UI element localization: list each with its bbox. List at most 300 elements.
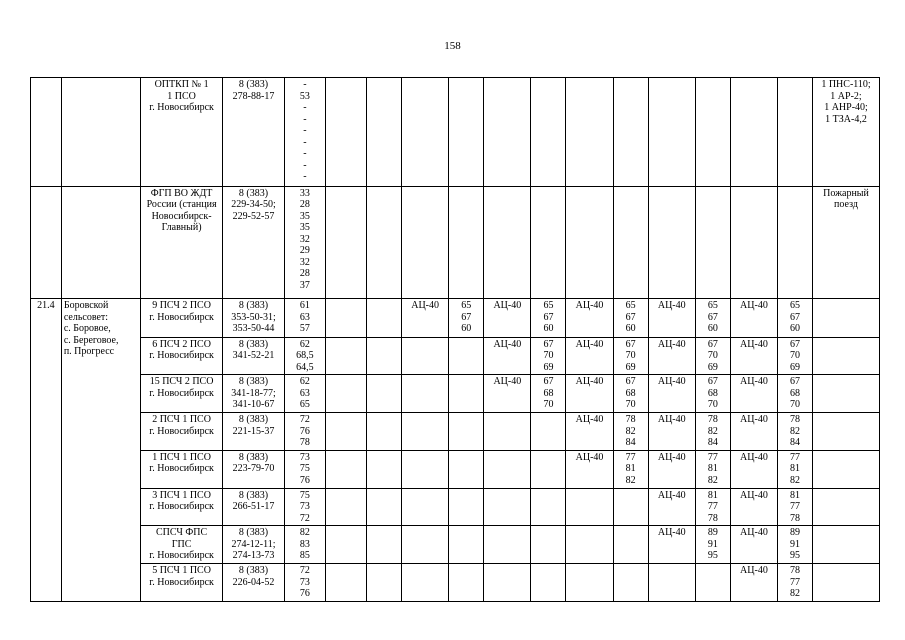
rank-cell [449, 186, 484, 299]
unit-cell-line: ФГП ВО ЖДТ [150, 187, 213, 199]
rank-cell [449, 564, 484, 602]
rank-cell-line: АЦ-40 [740, 300, 768, 312]
rank-cell-line: 70 [625, 350, 636, 362]
rank-cell-line: АЦ-40 [575, 338, 604, 350]
phone-cell [223, 450, 285, 488]
unit-cell-line: ГПС [171, 538, 192, 550]
rank-cell-line: 65 [543, 300, 554, 312]
rank-cell-line: 65 [625, 300, 636, 312]
rank-cell-line: 84 [707, 437, 718, 449]
rank-cell [566, 186, 613, 299]
rank-cell [402, 78, 449, 187]
rank-cell-line: 77 [790, 451, 801, 463]
rank-cell-line: 68 [625, 387, 636, 399]
rank-cell-line: АЦ-40 [493, 300, 522, 312]
rank-cell [695, 78, 730, 187]
phone-cell-line: 353-50-31; [231, 311, 276, 323]
table-row [31, 299, 880, 337]
rank-cell [325, 186, 366, 299]
rank-cell [484, 299, 531, 337]
unit-cell [140, 375, 222, 413]
rank-cell [484, 413, 531, 451]
phone-cell-line: 8 (383) [238, 565, 269, 577]
rank-cell [778, 375, 813, 413]
rank-cell-line: 70 [707, 399, 718, 411]
rank-cell-line: 81 [790, 463, 801, 475]
table-row [31, 564, 880, 602]
arrival-time-cell [284, 78, 325, 187]
rank-cell [367, 413, 402, 451]
rank-cell [531, 526, 566, 564]
rank-cell-line: АЦ-40 [657, 376, 686, 388]
rank-cell [566, 375, 613, 413]
rank-cell [778, 413, 813, 451]
rank-cell [778, 450, 813, 488]
arrival-time-cell [284, 186, 325, 299]
unit-cell-line: 1 ПСЧ 1 ПСО [152, 451, 211, 463]
unit-cell [140, 299, 222, 337]
unit-cell-line: 5 ПСЧ 1 ПСО [152, 565, 211, 577]
rank-cell [730, 450, 777, 488]
rank-cell [566, 413, 613, 451]
arrival-time-cell-line: - [303, 136, 307, 148]
unit-cell-line: г. Новосибирск [149, 576, 214, 588]
row-number-cell-line: 21.4 [37, 300, 55, 312]
rank-cell [648, 488, 695, 526]
unit-cell-line: 2 ПСЧ 1 ПСО [152, 414, 211, 426]
rank-cell [402, 526, 449, 564]
rank-cell [695, 413, 730, 451]
rank-cell [402, 450, 449, 488]
arrival-time-cell-line: 35 [299, 222, 310, 234]
phone-cell-line: 8 (383) [238, 489, 269, 501]
rank-cell [402, 413, 449, 451]
rank-cell [695, 450, 730, 488]
arrival-time-cell [284, 299, 325, 337]
rank-cell-line: 77 [707, 501, 718, 513]
rank-cell [367, 337, 402, 375]
phone-cell-line: 274-12-11; [231, 538, 276, 550]
rank-cell-line: АЦ-40 [740, 527, 768, 539]
rank-cell-line: 82 [790, 425, 801, 437]
rank-cell-line: 60 [461, 323, 472, 335]
rank-cell [648, 299, 695, 337]
rank-cell-line: 67 [625, 338, 636, 350]
row-number-cell [31, 299, 62, 602]
rank-cell-line: АЦ-40 [575, 451, 604, 463]
rank-cell-line: 67 [707, 376, 718, 388]
note-cell-line: 1 АР-2; [830, 90, 862, 102]
rank-cell [730, 186, 777, 299]
rank-cell-line: АЦ-40 [575, 376, 604, 388]
phone-cell-line: 226-04-52 [232, 576, 275, 588]
rank-cell [484, 186, 531, 299]
rank-cell-line: АЦ-40 [740, 489, 768, 501]
table-row [31, 78, 880, 187]
phone-cell [223, 375, 285, 413]
rank-cell-line: 67 [790, 311, 801, 323]
rank-cell-line: 67 [790, 338, 801, 350]
rank-cell-line: АЦ-40 [657, 414, 686, 426]
rank-cell [531, 488, 566, 526]
arrival-time-cell-line: - [303, 159, 307, 171]
phone-cell [223, 488, 285, 526]
rank-cell-line: 69 [707, 361, 718, 373]
rank-cell [613, 564, 648, 602]
rank-cell [325, 488, 366, 526]
arrival-time-cell-line: 73 [299, 576, 310, 588]
territory-cell-line: п. Прогресс [63, 346, 115, 358]
rank-cell [566, 450, 613, 488]
phone-cell-line: 229-34-50; [231, 199, 276, 211]
rank-cell [325, 526, 366, 564]
unit-cell-line: г. Новосибирск [149, 350, 214, 362]
arrival-time-cell-line: 82 [299, 527, 310, 539]
rank-cell-line: 78 [790, 512, 801, 524]
rank-cell [325, 413, 366, 451]
arrival-time-cell-line: 65 [299, 399, 310, 411]
arrival-time-cell-line: 37 [299, 279, 310, 291]
rank-cell [402, 337, 449, 375]
rank-cell [531, 564, 566, 602]
rank-cell-line: 78 [625, 414, 636, 426]
rank-cell [695, 186, 730, 299]
rank-cell-line: 95 [790, 550, 801, 562]
note-cell [813, 450, 880, 488]
rank-cell-line: 70 [790, 350, 801, 362]
arrival-time-cell-line: 64,5 [296, 361, 314, 373]
phone-cell [223, 299, 285, 337]
rank-cell [402, 186, 449, 299]
arrival-time-cell-line: 62 [299, 376, 310, 388]
territory-cell-line: с. Береговое, [63, 334, 119, 346]
rank-cell [566, 299, 613, 337]
rank-cell-line: АЦ-40 [657, 451, 686, 463]
rank-cell-line: 67 [625, 376, 636, 388]
table-row [31, 450, 880, 488]
rank-cell-line: 84 [625, 437, 636, 449]
rank-cell-line: 78 [707, 414, 718, 426]
rank-cell [484, 450, 531, 488]
rank-cell-line: 67 [625, 311, 636, 323]
rank-cell-line: 69 [543, 361, 554, 373]
rank-cell-line: 67 [543, 311, 554, 323]
phone-cell-line: 341-10-67 [232, 399, 275, 411]
rank-cell [449, 413, 484, 451]
rank-cell-line: 67 [707, 311, 718, 323]
arrival-time-cell [284, 488, 325, 526]
rank-cell-line: 69 [790, 361, 801, 373]
rank-cell-line: 81 [790, 489, 801, 501]
rank-cell [367, 375, 402, 413]
arrival-time-cell-line: 62 [299, 338, 310, 350]
rank-cell [613, 78, 648, 187]
rank-cell [449, 450, 484, 488]
rank-cell-line: АЦ-40 [575, 300, 604, 312]
arrival-time-cell-line: 28 [299, 268, 310, 280]
rank-cell-line: 82 [707, 474, 718, 486]
rank-cell-line: 70 [790, 399, 801, 411]
unit-cell [140, 78, 222, 187]
rank-cell [648, 375, 695, 413]
rank-cell-line: 67 [543, 338, 554, 350]
note-cell [813, 337, 880, 375]
rank-cell-line: АЦ-40 [493, 338, 522, 350]
rank-cell [648, 78, 695, 187]
rank-cell [730, 488, 777, 526]
arrival-time-cell-line: 72 [299, 512, 310, 524]
arrival-time-cell-line: 63 [299, 387, 310, 399]
unit-cell-line: г. Новосибирск [149, 501, 214, 513]
arrival-time-cell [284, 413, 325, 451]
rank-cell [730, 526, 777, 564]
rank-cell [325, 299, 366, 337]
arrival-time-cell-line: 76 [299, 474, 310, 486]
unit-cell-line: г. Новосибирск [149, 425, 214, 437]
unit-cell-line: 15 ПСЧ 2 ПСО [149, 376, 214, 388]
rank-cell [613, 186, 648, 299]
note-cell [813, 488, 880, 526]
rank-cell-line: 77 [707, 451, 718, 463]
rank-cell [531, 299, 566, 337]
rank-cell [648, 413, 695, 451]
unit-cell-line: г. Новосибирск [149, 550, 214, 562]
arrival-time-cell-line: 68,5 [296, 350, 314, 362]
territory-cell-line: Боровской [63, 300, 109, 312]
rank-cell-line: АЦ-40 [657, 338, 686, 350]
rank-cell [695, 488, 730, 526]
rank-cell [531, 337, 566, 375]
unit-cell [140, 450, 222, 488]
rank-cell [531, 413, 566, 451]
rank-cell-line: 70 [707, 350, 718, 362]
rank-cell [778, 299, 813, 337]
rank-cell-line: АЦ-40 [740, 338, 768, 350]
note-cell [813, 526, 880, 564]
rank-cell [484, 564, 531, 602]
arrival-time-cell-line: 32 [299, 256, 310, 268]
unit-cell-line: 3 ПСЧ 1 ПСО [152, 489, 211, 501]
rank-cell-line: 81 [625, 463, 636, 475]
rank-cell [648, 337, 695, 375]
rank-cell [613, 299, 648, 337]
rank-cell [730, 78, 777, 187]
rank-cell [695, 526, 730, 564]
rank-cell-line: АЦ-40 [411, 300, 440, 312]
phone-cell-line: 229-52-57 [232, 210, 275, 222]
arrival-time-cell-line: 76 [299, 588, 310, 600]
phone-cell-line: 8 (383) [238, 414, 269, 426]
rank-cell-line: 82 [625, 474, 636, 486]
rank-cell-line: 60 [707, 323, 718, 335]
unit-cell-line: г. Новосибирск [149, 102, 214, 113]
unit-cell-line: России (станция [146, 199, 217, 211]
rank-cell-line: 65 [707, 300, 718, 312]
rank-cell-line: 68 [707, 387, 718, 399]
rank-cell [613, 413, 648, 451]
rank-cell-line: 65 [790, 300, 801, 312]
rank-cell [325, 337, 366, 375]
rank-cell-line: 70 [625, 399, 636, 411]
rank-cell [695, 564, 730, 602]
rank-cell-line: АЦ-40 [740, 451, 768, 463]
row-number-cell [31, 186, 62, 299]
territory-cell [61, 186, 140, 299]
territory-cell [61, 78, 140, 187]
rank-cell-line: 68 [543, 387, 554, 399]
rank-cell [484, 526, 531, 564]
arrival-time-cell [284, 375, 325, 413]
arrival-time-cell [284, 526, 325, 564]
rank-cell [730, 413, 777, 451]
rank-cell [484, 488, 531, 526]
phone-cell-line: 223-79-70 [232, 463, 275, 475]
rank-cell-line: АЦ-40 [657, 300, 686, 312]
rank-cell [367, 186, 402, 299]
unit-cell [140, 526, 222, 564]
phone-cell-line: 8 (383) [238, 527, 269, 539]
unit-cell [140, 186, 222, 299]
arrival-time-cell-line: 75 [299, 489, 310, 501]
rank-cell-line: 91 [790, 538, 801, 550]
arrival-time-cell-line: 75 [299, 463, 310, 475]
rank-cell-line: АЦ-40 [575, 414, 604, 426]
arrival-time-cell-line: 53 [299, 90, 310, 102]
rank-cell-line: 81 [707, 463, 718, 475]
rank-cell-line: АЦ-40 [740, 565, 768, 577]
arrival-time-cell-line: - [303, 171, 307, 182]
rank-cell [449, 488, 484, 526]
rank-cell [484, 375, 531, 413]
rank-cell-line: 60 [543, 323, 554, 335]
rank-cell [730, 299, 777, 337]
rank-cell [367, 78, 402, 187]
rank-cell [695, 299, 730, 337]
rank-cell [402, 564, 449, 602]
table-row [31, 488, 880, 526]
rank-cell-line: 67 [790, 376, 801, 388]
note-cell-line: 1 ПНС-110; [821, 79, 871, 90]
rank-cell-line: 60 [790, 323, 801, 335]
rank-cell-line: 82 [707, 425, 718, 437]
rank-cell [566, 337, 613, 375]
arrival-time-cell-line: 32 [299, 233, 310, 245]
rank-cell [531, 375, 566, 413]
rank-cell-line: 78 [707, 512, 718, 524]
rank-cell [449, 78, 484, 187]
phone-cell [223, 78, 285, 187]
rank-cell-line: АЦ-40 [740, 414, 768, 426]
rank-cell-line: 65 [461, 300, 472, 312]
rank-cell [613, 488, 648, 526]
rank-cell-line: 78 [790, 414, 801, 426]
rank-cell [402, 375, 449, 413]
phone-cell-line: 221-15-37 [232, 425, 275, 437]
rank-cell [613, 375, 648, 413]
unit-cell [140, 488, 222, 526]
arrival-time-cell-line: 35 [299, 210, 310, 222]
unit-cell-line: г. Новосибирск [149, 311, 214, 323]
row-number-cell [31, 78, 62, 187]
rank-cell-line: АЦ-40 [493, 376, 522, 388]
territory-cell [61, 299, 140, 602]
rank-cell [648, 450, 695, 488]
phone-cell [223, 413, 285, 451]
table-row [31, 375, 880, 413]
rank-cell-line: АЦ-40 [657, 527, 686, 539]
phone-cell-line: 8 (383) [238, 338, 269, 350]
arrival-time-cell-line: 73 [299, 451, 310, 463]
arrival-time-cell-line: 73 [299, 501, 310, 513]
page-number: 158 [444, 40, 461, 52]
rank-cell [778, 337, 813, 375]
rank-cell-line: 89 [707, 527, 718, 539]
rank-cell-line: 78 [790, 565, 801, 577]
rank-cell-line: 84 [790, 437, 801, 449]
phone-cell-line: 8 (383) [238, 187, 269, 199]
rank-cell-line: 67 [543, 376, 554, 388]
rank-cell-line: 82 [625, 425, 636, 437]
rank-cell [367, 564, 402, 602]
rank-cell-line: 95 [707, 550, 718, 562]
rank-cell [613, 526, 648, 564]
rank-cell-line: 77 [790, 501, 801, 513]
arrival-time-cell-line: - [303, 125, 307, 136]
table-row [31, 413, 880, 451]
rank-cell-line: 81 [707, 489, 718, 501]
rank-cell [484, 337, 531, 375]
rank-cell [449, 375, 484, 413]
rank-cell [566, 526, 613, 564]
rank-cell [449, 299, 484, 337]
rank-cell [531, 450, 566, 488]
rank-cell [730, 337, 777, 375]
unit-cell-line: Главный) [161, 222, 202, 234]
territory-cell-line: с. Боровое, [63, 323, 111, 335]
note-cell [813, 375, 880, 413]
rank-cell [778, 564, 813, 602]
rank-cell [778, 526, 813, 564]
unit-cell [140, 413, 222, 451]
rank-cell [730, 564, 777, 602]
rank-cell-line: 70 [543, 399, 554, 411]
rank-cell [325, 450, 366, 488]
table-row [31, 526, 880, 564]
unit-cell-line: г. Новосибирск [149, 387, 214, 399]
rank-cell [695, 375, 730, 413]
phone-cell-line: 266-51-17 [232, 501, 275, 513]
phone-cell-line: 8 (383) [238, 300, 269, 312]
rank-cell [648, 186, 695, 299]
unit-cell-line: 9 ПСЧ 2 ПСО [152, 300, 211, 312]
arrival-time-cell-line: - [303, 113, 307, 125]
note-cell-line: 1 АНР-40; [824, 102, 868, 113]
rank-cell [325, 564, 366, 602]
phone-cell [223, 337, 285, 375]
rank-cell [778, 488, 813, 526]
arrival-time-cell [284, 564, 325, 602]
arrival-time-cell-line: 72 [299, 414, 310, 426]
phone-cell-line: 353-50-44 [232, 323, 275, 335]
table-row [31, 337, 880, 375]
rank-cell [367, 488, 402, 526]
unit-cell [140, 564, 222, 602]
unit-cell-line: Новосибирск- [151, 210, 212, 222]
unit-cell-line: 1 ПСО [167, 90, 196, 102]
arrival-time-cell-line: - [303, 148, 307, 159]
rank-cell [449, 337, 484, 375]
rank-cell [778, 186, 813, 299]
